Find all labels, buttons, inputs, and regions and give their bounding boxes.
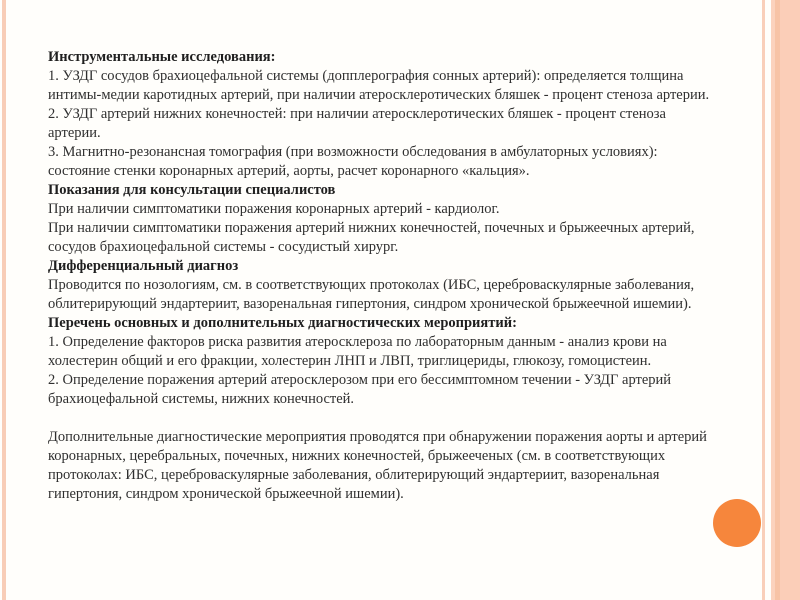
section-heading: Инструментальные исследования: bbox=[48, 49, 276, 65]
paragraph: 2. УЗДГ артерий нижних конечностей: при наличии атеросклеротических бляшек - процент стеноза артерии. bbox=[48, 106, 666, 141]
blank-line bbox=[48, 409, 710, 428]
section-heading: Показания для консультации специалистов bbox=[48, 182, 336, 198]
slide-text-body bbox=[48, 48, 710, 504]
right-stripe-band bbox=[780, 0, 800, 600]
paragraph: 1. УЗДГ сосудов брахиоцефальной системы (допплерография сонных артерий): определяется толщина интимы-медии каротидных артерий, при наличии атеросклеротических бляшек - процент стеноза артерии. bbox=[48, 68, 710, 103]
paragraph: 3. Магнитно-резонансная томография (при возможности обследования в амбулаторных условиях): состояние стенки коронарных артерий, аорты, расчет коронарного «кальция». bbox=[48, 144, 658, 179]
paragraph: При наличии симптоматики поражения коронарных артерий - кардиолог. bbox=[48, 201, 500, 217]
right-stripe-thin bbox=[762, 0, 765, 600]
section-heading: Перечень основных и дополнительных диагностических мероприятий: bbox=[48, 315, 517, 331]
paragraph: При наличии симптоматики поражения артерий нижних конечностей, почечных и брыжеечных артерий, сосудов брахиоцефальной системы - сосудистый хирург. bbox=[48, 220, 695, 255]
decorative-circle bbox=[713, 499, 761, 547]
paragraph: 1. Определение факторов риска развития атеросклероза по лабораторным данным - анализ крови на холестерин общий и его фракции, холестерин ЛНП и ЛВП, триглицериды, глюкозу, гомоцистеин. bbox=[48, 334, 667, 369]
paragraph: Дополнительные диагностические мероприятия проводятся при обнаружении поражения аорты и артерий коронарных, церебральных, почечных, нижних конечностей, брыжееченых (см. в соответствующих протоколах: ИБС, цереброваскулярные заболевания, облитерирующий эндартериит, вазоренальная гипертония, синдром хронической брыжеечной ишемии). bbox=[48, 429, 707, 502]
section-heading: Дифференциальный диагноз bbox=[48, 258, 239, 274]
paragraph: 2. Определение поражения артерий атеросклерозом при его бессимптомном течении - УЗДГ артерий брахиоцефальной системы, нижних конечностей. bbox=[48, 372, 672, 407]
left-accent-stripe bbox=[2, 0, 6, 600]
paragraph: Проводится по нозологиям, см. в соответствующих протоколах (ИБС, цереброваскулярные заболевания, облитерирующий эндартериит, вазоренальная гипертония, синдром хронической брыжеечной ишемии). bbox=[48, 277, 695, 312]
